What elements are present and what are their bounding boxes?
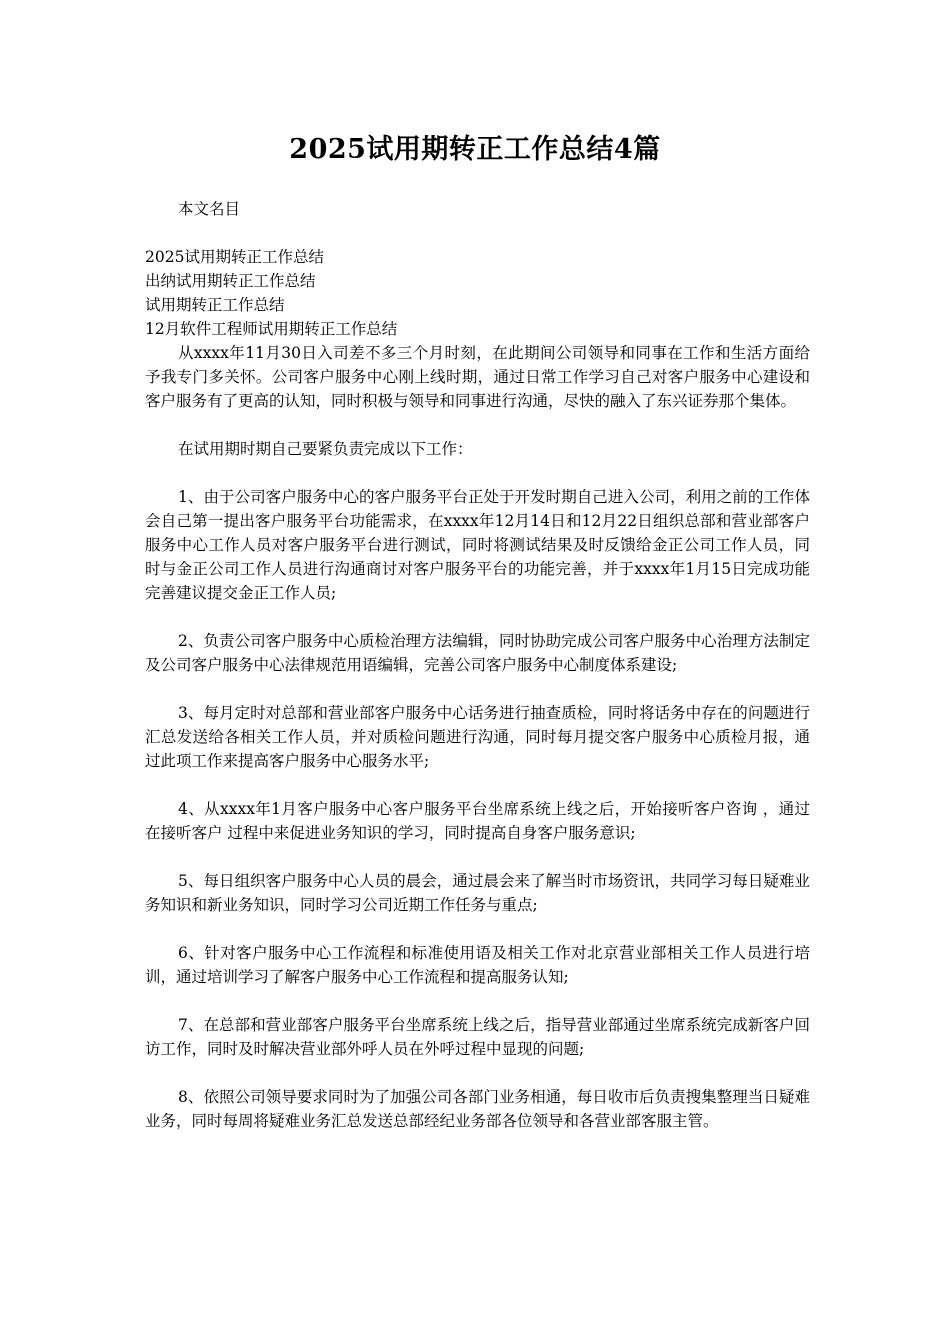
spacer	[145, 773, 810, 797]
spacer	[145, 989, 810, 1013]
paragraph-intro: 从xxxx年11月30日入司差不多三个月时刻，在此期间公司领导和同事在工作和生活方面给予我专门多关怀。公司客户服务中心刚上线时期，通过日常工作学习自己对客户服务中心建设和客户服务有了更高的认知，同时积极与领导和同事进行沟通，尽快的融入了东兴证券那个集体。	[145, 344, 810, 410]
paragraph-item-7: 7、在总部和营业部客户服务平台坐席系统上线之后，指导营业部通过坐席系统完成新客户回访工作，同时及时解决营业部外呼人员在外呼过程中显现的问题;	[145, 1016, 810, 1058]
spacer	[145, 1061, 810, 1085]
spacer	[145, 461, 810, 485]
paragraph-item-6: 6、针对客户服务中心工作流程和标准使用语及相关工作对北京营业部相关工作人员进行培训，通过培训学习了解客户服务中心工作流程和提高服务认知;	[145, 944, 810, 986]
spacer	[145, 917, 810, 941]
table-of-contents	[145, 245, 810, 341]
paragraph-item-2: 2、负责公司客户服务中心质检治理方法编辑，同时协助完成公司客户服务中心治理方法制定及公司客户服务中心法律规范用语编辑，完善公司客户服务中心制度体系建设;	[145, 632, 810, 674]
paragraph-item-3: 3、每月定时对总部和营业部客户服务中心话务进行抽查质检，同时将话务中存在的问题进行汇总发送给各相关工作人员，并对质检问题进行沟通，同时每月提交客户服务中心质检月报，通过此项工作来提高客户服务中心服务水平;	[145, 704, 810, 770]
toc-heading: 本文名目	[178, 200, 241, 218]
toc-item: 出纳试用期转正工作总结	[145, 272, 316, 290]
toc-item: 2025试用期转正工作总结	[145, 248, 324, 266]
paragraph-item-4: 4、从xxxx年1月客户服务中心客户服务平台坐席系统上线之后，开始接听客户咨询 ，通过在接听客户 过程中来促进业务知识的学习，同时提高自身客户服务意识;	[145, 800, 810, 842]
paragraph-item-8: 8、依照公司领导要求同时为了加强公司各部门业务相通，每日收市后负责搜集整理当日疑难业务，同时每周将疑难业务汇总发送总部经纪业务部各位领导和各营业部客服主管。	[145, 1088, 810, 1130]
toc-item: 12月软件工程师试用期转正工作总结	[145, 320, 398, 338]
document-body	[145, 197, 810, 1133]
paragraph-item-1: 1、由于公司客户服务中心的客户服务平台正处于开发时期自己进入公司，利用之前的工作体会自己第一提出客户服务平台功能需求，在xxxx年12月14日和12月22日组织总部和营业部客户服务中心工作人员对客户服务平台进行测试，同时将测试结果及时反馈给金正公司工作人员，同时与金正公司工作人员进行沟通商讨对客户服务平台的功能完善，并于xxxx年1月15日完成功能完善建议提交金正工作人员;	[145, 488, 810, 602]
spacer	[145, 845, 810, 869]
paragraph-item-5: 5、每日组织客户服务中心人员的晨会，通过晨会来了解当时市场资讯，共同学习每日疑难业务知识和新业务知识，同时学习公司近期工作任务与重点;	[145, 872, 810, 914]
paragraph-work-intro: 在试用期时期自己要紧负责完成以下工作：	[178, 440, 473, 458]
toc-item: 试用期转正工作总结	[145, 296, 285, 314]
document-title: 2025试用期转正工作总结4篇	[289, 134, 661, 165]
spacer	[145, 677, 810, 701]
spacer	[145, 605, 810, 629]
spacer	[145, 413, 810, 437]
spacer	[145, 221, 810, 245]
